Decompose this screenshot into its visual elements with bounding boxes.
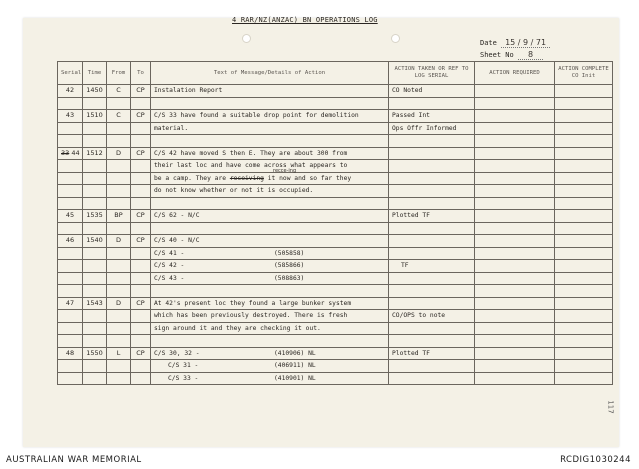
table-row: 43 1510 C CP C/S 33 have found a suitable drop point for demolition Passed Int xyxy=(58,110,613,123)
table-row: 46 1540 D CP C/S 40 - N/C xyxy=(58,235,613,248)
col-action-taken: ACTION TAKEN OR REF TO LOG SERIAL xyxy=(389,62,475,85)
punch-hole-left xyxy=(242,34,251,43)
footer-record-id: RCDIG1030244 xyxy=(560,455,631,465)
col-action-complete: ACTION COMPLETE CO Init xyxy=(555,62,613,85)
table-row: 45 1535 BP CP C/S 62 - N/C Plotted TF xyxy=(58,210,613,223)
log-title: 4 RAR/NZ(ANZAC) BN OPERATIONS LOG xyxy=(232,16,378,24)
col-to: To xyxy=(131,62,151,85)
struck-word: receiving xyxy=(229,174,264,182)
folio-number: 117 xyxy=(606,400,615,414)
col-from: From xyxy=(107,62,131,85)
header-row xyxy=(58,62,613,85)
sheet-line: Sheet No 8 xyxy=(480,50,543,59)
punch-hole-right xyxy=(391,34,400,43)
date-line: Date 15 / 9 / 71 xyxy=(480,38,550,47)
col-text: Text of Message/Details of Action xyxy=(151,62,389,85)
footer-archive-name: AUSTRALIAN WAR MEMORIAL xyxy=(6,455,142,465)
table-row: 33 44 1512 D CP C/S 42 have moved S then E. They are about 300 from xyxy=(58,147,613,160)
operations-log-table: Serial Time From To Text of Message/Details of Action ACTION TAKEN OR REF TO LOG SERIAL ACTION REQUIRED ACTION COMPLETE CO Init 42 1450 C CP Instalation Report CO Noted 43 1510 C CP C/S 33 have found a suitable drop point for demolition Passed Int material. Ops Offr Informed 33 44 1512 D CP C/S 42 have moved S then E. They are about 300 from their last loc and have come across what appears to be a camp. They are receiving it now and so far they recce-ing do not know whether or not it is occupied. 45 1535 BP CP C/S 62 - N/C Plotted TF 46 1540 D CP C/S 40 - N/C C/S 41 - (505858) C/S 42 - (585866) TF C/S 43 - (508863) 47 1543 D CP At 42's present loc they found a large bunker system which has been previously destroyed. There is fresh CO/OPS to note sign around it and they are checking it out. 48 1550 L CP C/S 30, 32 - (410906) NL Plotted TF C/S 31 - (406911) NL C/S 33 - (410901) NL xyxy=(57,61,613,385)
col-time: Time xyxy=(83,62,107,85)
sheet-value: 8 xyxy=(518,50,543,60)
col-serial: Serial xyxy=(58,62,83,85)
table-row: 48 1550 L CP C/S 30, 32 - (410906) NL Plotted TF xyxy=(58,347,613,360)
table-row: 42 1450 C CP Instalation Report CO Noted xyxy=(58,85,613,98)
date-value: 15 / 9 / 71 xyxy=(501,38,550,48)
table-row: 47 1543 D CP At 42's present loc they found a large bunker system xyxy=(58,297,613,310)
col-action-required: ACTION REQUIRED xyxy=(475,62,555,85)
handwritten-insertion: recce-ing xyxy=(273,167,297,174)
